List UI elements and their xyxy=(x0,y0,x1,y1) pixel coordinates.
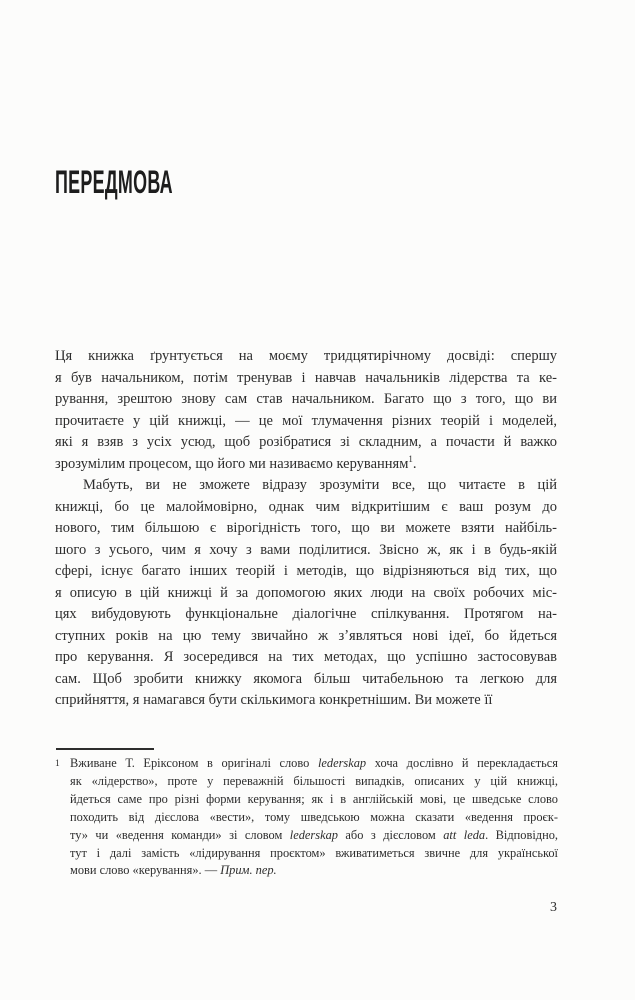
text-line: Ця книжка ґрунтується на моєму тридцятирічному досвіді: спершу xyxy=(55,348,557,364)
text-line: книжці, бо це малоймовірно, однак чим відкритішим є ваш розум до xyxy=(55,498,557,515)
page-number: 3 xyxy=(550,900,557,915)
chapter-heading xyxy=(55,166,266,198)
text-line: сприйняття, я намагався бути скількимога конкретнішим. Ви можете її xyxy=(55,692,493,708)
text-line: походить від дієслова «вести», тому шведською можна сказати «ведення проєк- xyxy=(70,809,558,824)
text-line: зрозумілим процесом, що його ми називаємо керуванням$^1$. xyxy=(55,453,417,472)
text-line: Вживане Т. Еріксоном в оригіналі слово lederskap хоча дослівно й перекладається xyxy=(70,756,559,770)
page-number-row xyxy=(55,900,559,916)
body-text xyxy=(55,346,557,712)
text-line: шого з усього, чим я хочу з вами поділитися. Звісно ж, як і в будь-якій xyxy=(55,541,557,558)
text-line: ту» чи «ведення команди» зі словом lederskap або з дієсловом att leda. Відповідно, xyxy=(70,827,559,842)
footnote-marker: 1 xyxy=(55,759,60,769)
footnote xyxy=(55,755,558,880)
text-line: про керування. Я зосередився на тих методах, що успішно застосовував xyxy=(55,649,557,665)
text-line: які я взяв з усіх усюд, щоб розібратися зі складним, а почасти й важко xyxy=(55,434,557,450)
chapter-heading-text: ПЕРЕДМОВА xyxy=(55,164,173,200)
text-line: Мабуть, ви не зможете відразу зрозуміти все, що читаєте в цій xyxy=(83,477,557,493)
text-line: сам. Щоб зробити книжку якомога більш читабельною та легкою для xyxy=(55,670,557,687)
text-line: як «лідерство», проте у переважній більшості випадків, описаних у цій книжці, xyxy=(70,773,558,788)
text-line: я був начальником, потім тренував і навчав начальників лідерства та ке- xyxy=(55,369,557,386)
text-line: ступних років на цю тему звичайно ж зʼявляться нові ідеї, бо йдеться xyxy=(55,627,557,644)
footnote-divider-rule xyxy=(56,748,154,750)
text-line: мови слово «керування». — Прим. пер. xyxy=(70,863,277,878)
paragraph-2 xyxy=(55,475,557,712)
text-line: нового, тим більшою є вірогідність того, що ви можете взяти найбіль- xyxy=(55,520,557,536)
footnote-text xyxy=(70,755,558,880)
text-line: йдеться саме про різні форми керування; як і в англійській мові, це шведське слово xyxy=(70,791,558,806)
text-line: тут і далі замість «лідирування проєктом» вживатиметься звичне для української xyxy=(70,845,558,860)
text-line: цях вибудовують функціональне діалогічне спілкування. Протягом на- xyxy=(55,606,557,622)
text-line: прочитаєте у цій книжці, — це мої тлумачення різних теорій і моделей, xyxy=(55,412,557,429)
paragraph-1 xyxy=(55,346,557,475)
text-line: я описую в цій книжці й за допомогою яких люди на своїх робочих міс- xyxy=(55,584,557,601)
text-line: рування, зрештою знову сам став начальником. Багато що з того, що ви xyxy=(55,391,557,407)
text-line: сфері, існує багато інших теорій і методів, що відрізняються від тих, що xyxy=(55,563,557,579)
